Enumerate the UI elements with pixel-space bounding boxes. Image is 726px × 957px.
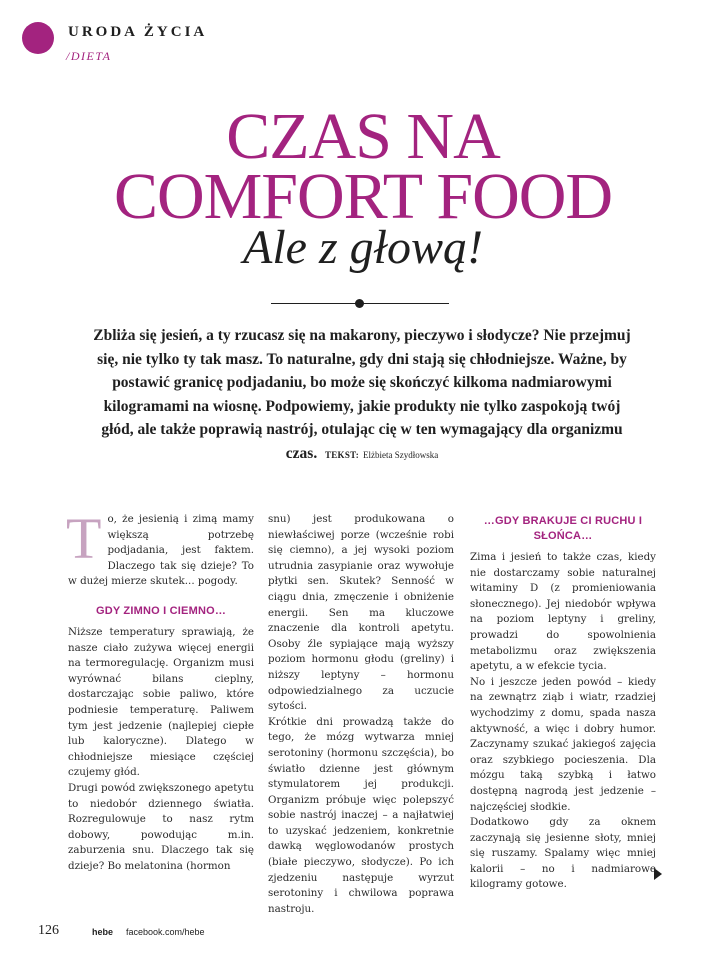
- headline-subtitle: Ale z głową!: [243, 221, 483, 274]
- section-label: URODA ŻYCIA: [68, 24, 208, 40]
- intro-text: o, że jesienią i zimą mamy większą potrzebę podjadania, jest faktem. Dlaczego tak się dzieje? To w dużej mierze skutek... pogody.: [68, 513, 254, 588]
- subsection-label: /DIETA: [66, 49, 112, 63]
- column-2: [268, 512, 454, 917]
- body-paragraph: Dodatkowo gdy za oknem zaczynają się jesienne słoty, mniej się ruszamy. Spalamy więc mniej kalorii – no i nadmiarowe kilogramy gotowe.: [470, 816, 656, 891]
- subheading-cold-dark: GDY ZIMNO I CIEMNO…: [95, 604, 227, 617]
- body-paragraph: Krótkie dni prowadzą także do tego, że mózg wytwarza mniej serotoniny (hormonu szczęścia), bo światło dzienne jest głównym stymulatorem jej produkcji. Organizm próbuje więc polepszyć sobie nastrój inaczej – a najłatwiej to uzyskać jedzeniem, konkretnie dawką węglowodanów prostych (białe pieczywo, słodycze). Po ich zjedzeniu następuje wyrzut serotoniny i chwilowa poprawa nastroju.: [268, 715, 454, 915]
- continue-arrow-icon: [654, 868, 662, 880]
- facebook-link[interactable]: facebook.com/hebe: [126, 927, 205, 937]
- body-paragraph: snu) jest produkowana o niewłaściwej porze (wcześnie robi się ciemno), a jej wysoki poziom utrudnia zasypianie oraz wywołuje płytki sen. Skutek? Senność w ciągu dnia, zmęczenie i obniżenie energii. Sen ma kluczowe znaczenie dla kontroli apetytu. Osoby źle sypiające mają wyższy poziom hormonu głodu (greliny) i niższy leptyny – hormonu odpowiedzialnego za uczucie sytości.: [268, 513, 454, 713]
- magazine-name: hebe: [92, 927, 114, 937]
- drop-cap: T: [66, 506, 102, 571]
- subheading-no-movement-sun: …GDY BRAKUJE CI RUCHU I SŁOŃCA…: [483, 515, 643, 542]
- column-3: [470, 512, 656, 893]
- body-paragraph: Zima i jesień to także czas, kiedy nie dostarczamy sobie naturalnej witaminy D (z promieniowania słonecznego). Jej niedobór wpływa na poziom leptyny i greliny, prowadzi do spowolnienia metabolizmu oraz zwiększenia apetytu, a w efekcie tycia.: [470, 551, 656, 673]
- body-paragraph: Drugi powód zwiększonego apetytu to niedobór dziennego światła. Rozregulowuje to nasz rytm dobowy, powodując m.in. zaburzenia snu. Dlaczego tak się dzieje? Bo melatonina (hormon: [68, 781, 254, 872]
- headline-line-2: COMFORT FOOD: [113, 160, 613, 233]
- headline-line-1: CZAS NA: [226, 100, 500, 173]
- lead-text: Zbliża się jesień, a ty rzucasz się na makarony, pieczywo i słodycze? Nie przejmuj się, nie tylko ty tak masz. To naturalne, gdy dni stają się chłodniejsze. Ważne, by postawić granicę podjadaniu, bo może się skończyć kilkoma nadmiarowymi kilogramami na wiosnę. Podpowiemy, jakie produkty nie tylko zaspokoją twój głód, ale także poprawią nastrój, otulając cię w ten wymagający dla organizmu czas.: [93, 327, 631, 462]
- credit-author: Elżbieta Szydłowska: [362, 449, 439, 460]
- lead-paragraph: [92, 324, 632, 467]
- column-1: [66, 506, 254, 874]
- credit-label: TEKST:: [324, 449, 360, 460]
- body-paragraph: No i jeszcze jeden powód – kiedy na zewnątrz ziąb i wiatr, rzadziej wychodzimy z domu, spada nasza aktywność, a więc i dobry humor. Zaczynamy szukać jakiegoś zajęcia oraz szybkiego pocieszenia. Dla mózgu taką szybką i łatwo dostępną nagrodą jest jedzenie – najczęściej słodkie.: [470, 675, 656, 813]
- page-number: 126: [38, 923, 59, 938]
- body-paragraph: Niższe temperatury sprawiają, że nasze ciało zużywa więcej energii na termoregulację. Organizm musi wyrównać bilans cieplny, dostarczając sobie paliwo, które podniesie temperaturę. Paliwem tym jest jedzenie (najlepiej ciepłe lub kaloryczne). Dlatego w chłodniejsze miesiące częściej czujemy głód.: [68, 625, 254, 779]
- section-marker-dot: [22, 22, 54, 54]
- intro-paragraph: [66, 506, 254, 590]
- ornament-dot: [355, 299, 364, 308]
